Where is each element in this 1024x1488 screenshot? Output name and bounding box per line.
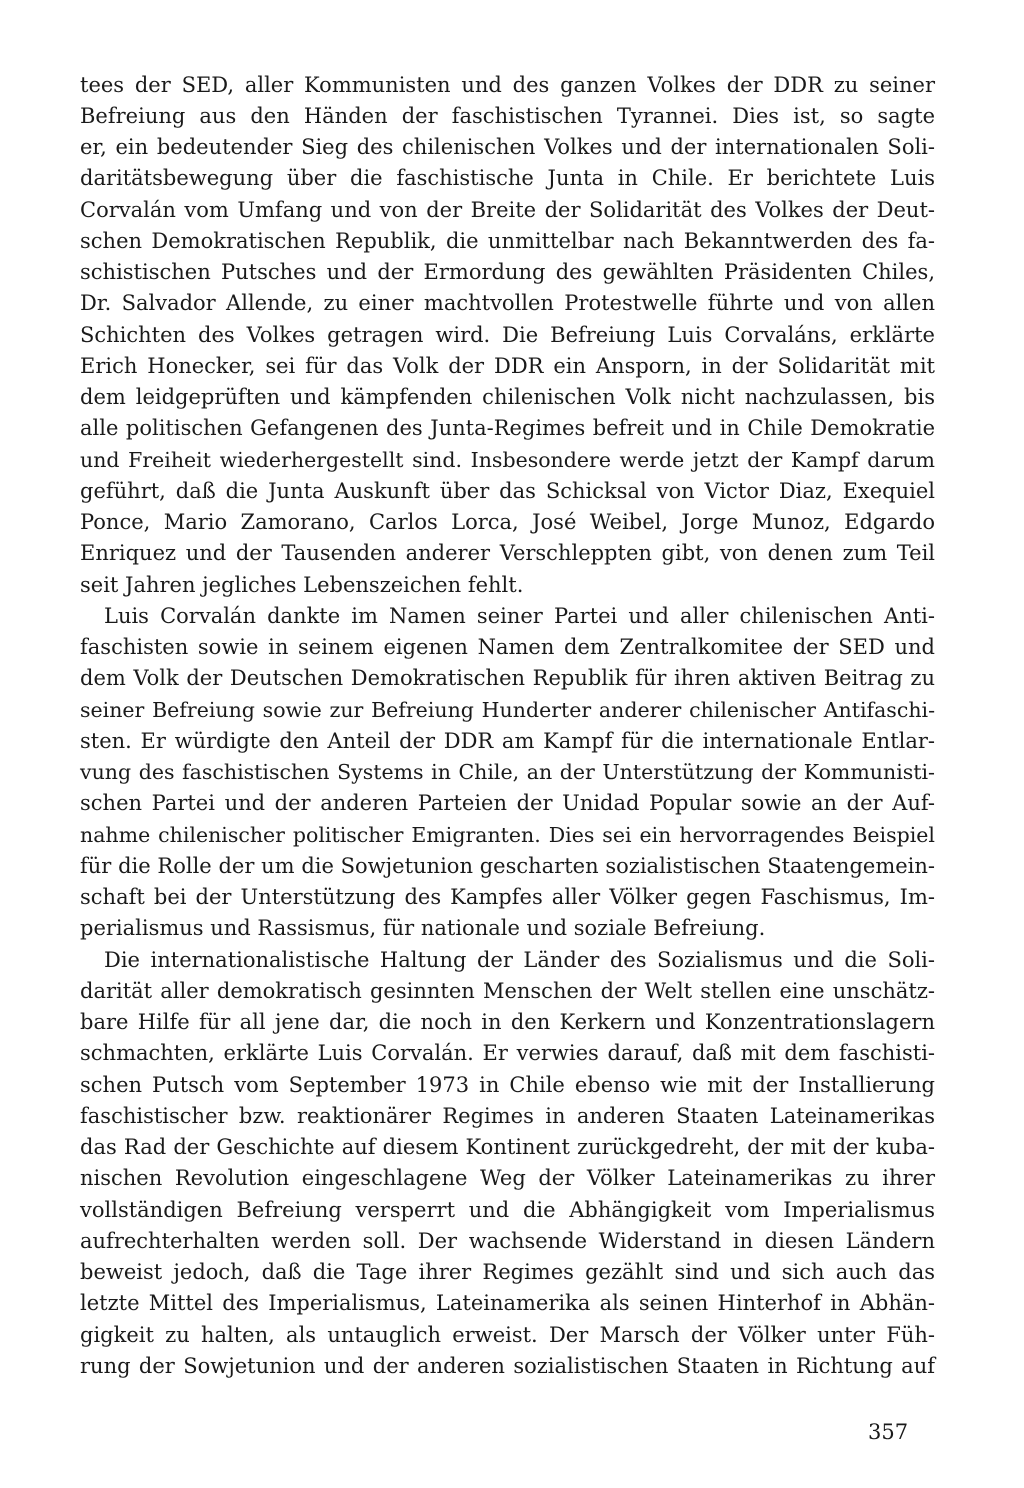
text-line: schaft bei der Unterstützung des Kampfes aller Völker gegen Faschismus, Im-	[80, 885, 935, 909]
text-line: Befreiung aus den Händen der faschistischen Tyrannei. Dies ist, so sagte	[80, 104, 935, 128]
text-line: Die internationalistische Haltung der Länder des Sozialismus und die Soli-	[104, 948, 935, 972]
text-line: schen Partei und der anderen Parteien der Unidad Popular sowie an der Auf-	[80, 791, 935, 815]
text-line: aufrechterhalten werden soll. Der wachsende Widerstand in diesen Ländern	[80, 1229, 935, 1253]
text-line: Enriquez und der Tausenden anderer Verschleppten gibt, von denen zum Teil	[80, 541, 935, 565]
text-line: faschisten sowie in seinem eigenen Namen dem Zentralkomitee der SED und	[80, 635, 935, 659]
text-line: sten. Er würdigte den Anteil der DDR am Kampf für die internationale Entlar-	[80, 729, 935, 753]
text-line: Erich Honecker, sei für das Volk der DDR ein Ansporn, in der Solidarität mit	[80, 354, 935, 378]
text-line: seiner Befreiung sowie zur Befreiung Hunderter anderer chilenischer Antifaschi-	[80, 698, 935, 722]
text-line: letzte Mittel des Imperialismus, Lateinamerika als seinen Hinterhof in Abhän-	[80, 1291, 935, 1315]
page-number: 357	[868, 1420, 909, 1444]
text-line: faschistischer bzw. reaktionärer Regimes in anderen Staaten Lateinamerikas	[80, 1104, 935, 1128]
text-line: schistischen Putsches und der Ermordung des gewählten Präsidenten Chiles,	[80, 260, 935, 284]
text-line: geführt, daß die Junta Auskunft über das Schicksal von Victor Diaz, Exequiel	[80, 479, 935, 503]
text-line: Schichten des Volkes getragen wird. Die Befreiung Luis Corvaláns, erklärte	[80, 323, 935, 347]
text-line: das Rad der Geschichte auf diesem Kontinent zurückgedreht, der mit der kuba-	[80, 1135, 935, 1159]
text-line: nischen Revolution eingeschlagene Weg der Völker Lateinamerikas zu ihrer	[80, 1166, 935, 1190]
text-line: vollständigen Befreiung versperrt und die Abhängigkeit vom Imperialismus	[80, 1198, 935, 1222]
text-line: Ponce, Mario Zamorano, Carlos Lorca, José Weibel, Jorge Munoz, Edgardo	[80, 510, 935, 534]
text-line: nahme chilenischer politischer Emigranten. Dies sei ein hervorragendes Beispiel	[80, 823, 935, 847]
text-line: bare Hilfe für all jene dar, die noch in den Kerkern und Konzentrationslagern	[80, 1010, 935, 1034]
text-line: für die Rolle der um die Sowjetunion gescharten sozialistischen Staatengemein-	[80, 854, 935, 878]
text-line: perialismus und Rassismus, für nationale und soziale Befreiung.	[80, 916, 766, 940]
text-line: Dr. Salvador Allende, zu einer machtvollen Protestwelle führte und von allen	[80, 291, 935, 315]
text-line: alle politischen Gefangenen des Junta-Regimes befreit und in Chile Demokratie	[80, 416, 935, 440]
text-line: daritätsbewegung über die faschistische Junta in Chile. Er berichtete Luis	[80, 166, 935, 190]
text-line: und Freiheit wiederhergestellt sind. Insbesondere werde jetzt der Kampf darum	[80, 448, 935, 472]
text-line: schmachten, erklärte Luis Corvalán. Er verwies darauf, daß mit dem faschisti-	[80, 1041, 935, 1065]
text-line: vung des faschistischen Systems in Chile, an der Unterstützung der Kommunisti-	[80, 760, 935, 784]
text-line: beweist jedoch, daß die Tage ihrer Regimes gezählt sind und sich auch das	[80, 1260, 935, 1284]
text-line: darität aller demokratisch gesinnten Menschen der Welt stellen eine unschätz-	[80, 979, 935, 1003]
text-line: gigkeit zu halten, als untauglich erweist. Der Marsch der Völker unter Füh-	[80, 1323, 935, 1347]
text-line: Corvalán vom Umfang und von der Breite der Solidarität des Volkes der Deut-	[80, 198, 935, 222]
text-line: schen Demokratischen Republik, die unmittelbar nach Bekanntwerden des fa-	[80, 229, 935, 253]
text-line: schen Putsch vom September 1973 in Chile ebenso wie mit der Installierung	[80, 1073, 935, 1097]
text-line: rung der Sowjetunion und der anderen sozialistischen Staaten in Richtung auf	[80, 1354, 935, 1378]
text-line: dem Volk der Deutschen Demokratischen Republik für ihren aktiven Beitrag zu	[80, 666, 935, 690]
text-line: Luis Corvalán dankte im Namen seiner Partei und aller chilenischen Anti-	[104, 604, 935, 628]
text-line: dem leidgeprüften und kämpfenden chilenischen Volk nicht nachzulassen, bis	[80, 385, 935, 409]
text-line: seit Jahren jegliches Lebenszeichen fehlt.	[80, 573, 524, 597]
text-line: tees der SED, aller Kommunisten und des ganzen Volkes der DDR zu seiner	[80, 73, 935, 97]
text-line: er, ein bedeutender Sieg des chilenischen Volkes und der internationalen Soli-	[80, 135, 935, 159]
